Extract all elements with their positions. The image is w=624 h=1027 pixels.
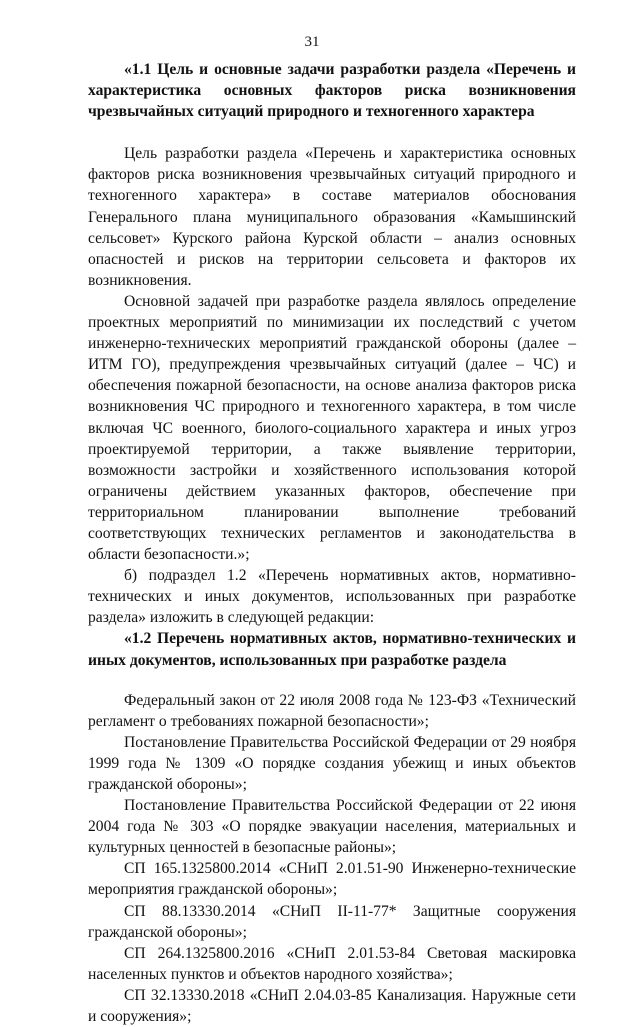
amendment-paragraph: б) подраздел 1.2 «Перечень нормативных актов, нормативно-технических и иных документов, использованных при разработке раздела» изложить в следующей редакции: — [88, 567, 576, 627]
section-1-1-heading: «1.1 Цель и основные задачи разработки раздела «Перечень и характеристика основных факторов риска возникновения чрезвычайных ситуаций природного и техногенного характера — [88, 61, 576, 121]
regulation-list-item: СП 264.1325800.2016 «СНиП 2.01.53-84 Световая маскировка населенных пунктов и объектов народного хозяйства»; — [88, 944, 576, 983]
section-1-1-paragraph: Цель разработки раздела «Перечень и характеристика основных факторов риска возникновения чрезвычайных ситуаций природного и техногенного характера» в составе материалов обоснования Генерального плана муниципального образования «Камышинский сельсовет» Курского района Курской области – анализ основных опасностей и рисков на территории сельсовета и факторов их возникновения. — [88, 145, 576, 289]
regulation-list-item: Постановление Правительства Российской Федерации от 29 ноября 1999 года № 1309 «О порядке создания убежищ и иных объектов гражданской обороны»; — [88, 733, 576, 793]
regulation-list-item: Федеральный закон от 22 июля 2008 года № 123-ФЗ «Технический регламент о требованиях пожарной безопасности»; — [88, 691, 576, 730]
section-1-1-paragraph: Основной задачей при разработке раздела являлось определение проектных мероприятий по минимизации их последствий с учетом инженерно-технических мероприятий гражданской обороны (далее – ИТМ ГО), предупреждения чрезвычайных ситуаций (далее – ЧС) и обеспечения пожарной безопасности, на основе анализа факторов риска возникновения ЧС природного и техногенного характера, в том числе включая ЧС военного, биолого-социального характера и иных угроз проектируемой территории, а также выявление территории, возможности застройки и хозяйственного использования которой ограничены действием указанных факторов, обеспечение при территориальном планировании выполнение требований соответствующих технических регламентов и законодательства в области безопасности.»; — [88, 292, 576, 564]
page-number: 31 — [304, 34, 320, 50]
section-1-2-heading: «1.2 Перечень нормативных актов, нормативно-технических и иных документов, использованных при разработке раздела — [88, 630, 576, 669]
regulation-list-item: СП 165.1325800.2014 «СНиП 2.01.51-90 Инженерно-технические мероприятия гражданской обороны»; — [88, 860, 576, 899]
regulation-list-item: СП 88.13330.2014 «СНиП II-11-77* Защитные сооружения гражданской обороны»; — [88, 902, 576, 941]
spacer — [88, 122, 576, 143]
regulation-list-item: СП 32.13330.2018 «СНиП 2.04.03-85 Канализация. Наружные сети и сооружения»; — [88, 986, 576, 1026]
spacer — [88, 671, 576, 690]
regulation-list-item: Постановление Правительства Российской Федерации от 22 июня 2004 года № 303 «О порядке эвакуации населения, материальных и культурных ценностей в безопасные районы»; — [88, 797, 576, 857]
page-content — [88, 59, 576, 1027]
